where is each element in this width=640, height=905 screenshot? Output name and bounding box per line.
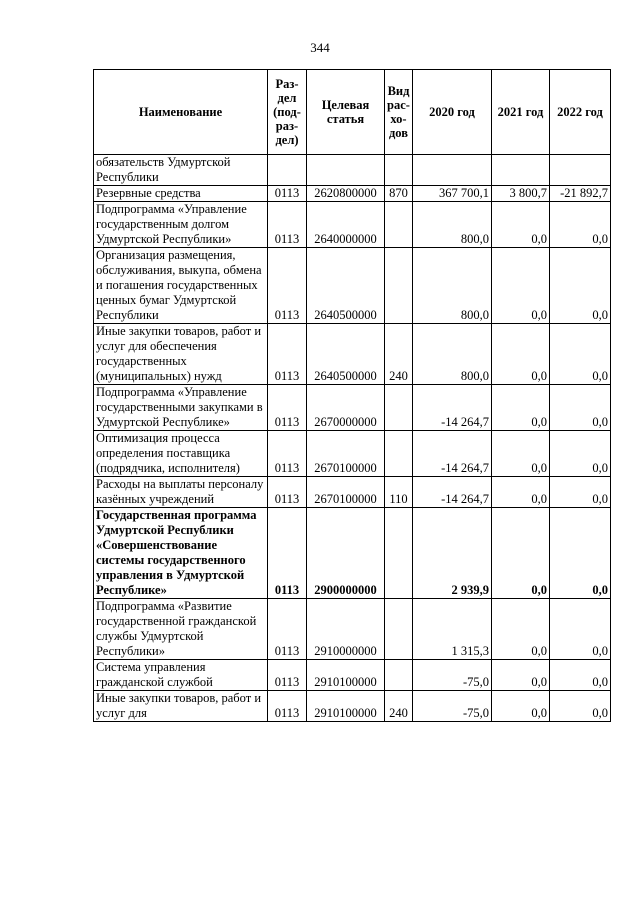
cell-y2020: 1 315,3 — [413, 599, 492, 660]
cell-name: Подпрограмма «Управление государственными закупками в Удмуртской Республике» — [94, 385, 268, 431]
cell-kind — [385, 599, 413, 660]
cell-y2021: 0,0 — [492, 508, 550, 599]
cell-kind — [385, 660, 413, 691]
cell-y2022: 0,0 — [550, 599, 611, 660]
cell-target: 2670000000 — [307, 385, 385, 431]
cell-y2022: 0,0 — [550, 324, 611, 385]
table-row — [94, 202, 611, 248]
cell-y2021: 0,0 — [492, 691, 550, 722]
cell-kind: 110 — [385, 477, 413, 508]
cell-y2021: 0,0 — [492, 202, 550, 248]
cell-y2020 — [413, 155, 492, 186]
budget-table — [93, 69, 611, 722]
cell-target: 2620800000 — [307, 186, 385, 202]
cell-y2021: 0,0 — [492, 248, 550, 324]
cell-section: 0113 — [268, 508, 307, 599]
cell-target: 2670100000 — [307, 431, 385, 477]
cell-target: 2910000000 — [307, 599, 385, 660]
cell-section: 0113 — [268, 248, 307, 324]
table-header-row — [94, 70, 611, 155]
cell-kind — [385, 431, 413, 477]
cell-kind — [385, 202, 413, 248]
cell-y2020: -14 264,7 — [413, 385, 492, 431]
cell-target: 2910100000 — [307, 691, 385, 722]
cell-target: 2640000000 — [307, 202, 385, 248]
cell-y2020: 2 939,9 — [413, 508, 492, 599]
table-row — [94, 691, 611, 722]
cell-y2022: -21 892,7 — [550, 186, 611, 202]
cell-section: 0113 — [268, 202, 307, 248]
cell-y2020: 800,0 — [413, 202, 492, 248]
cell-section: 0113 — [268, 431, 307, 477]
cell-name: Организация размещения, обслуживания, выкупа, обмена и погашения государственных ценных бумаг Удмуртской Республики — [94, 248, 268, 324]
cell-section: 0113 — [268, 599, 307, 660]
cell-kind — [385, 248, 413, 324]
table-row — [94, 599, 611, 660]
cell-y2021: 0,0 — [492, 660, 550, 691]
cell-y2020: 367 700,1 — [413, 186, 492, 202]
table-row — [94, 385, 611, 431]
cell-y2022: 0,0 — [550, 202, 611, 248]
cell-y2022: 0,0 — [550, 691, 611, 722]
cell-y2021: 0,0 — [492, 385, 550, 431]
table-row — [94, 508, 611, 599]
cell-name: Иные закупки товаров, работ и услуг для — [94, 691, 268, 722]
cell-y2022: 0,0 — [550, 508, 611, 599]
column-header-kind: Вид рас-хо-дов — [385, 70, 413, 155]
cell-name: Расходы на выплаты персоналу казённых учреждений — [94, 477, 268, 508]
cell-kind — [385, 508, 413, 599]
cell-target: 2670100000 — [307, 477, 385, 508]
column-header-2021: 2021 год — [492, 70, 550, 155]
cell-target — [307, 155, 385, 186]
cell-target: 2640500000 — [307, 248, 385, 324]
cell-name: Оптимизация процесса определения поставщика (подрядчика, исполнителя) — [94, 431, 268, 477]
cell-target: 2640500000 — [307, 324, 385, 385]
cell-section: 0113 — [268, 691, 307, 722]
cell-y2021: 3 800,7 — [492, 186, 550, 202]
cell-kind: 870 — [385, 186, 413, 202]
cell-y2022: 0,0 — [550, 248, 611, 324]
cell-name: Подпрограмма «Развитие государственной гражданской службы Удмуртской Республики» — [94, 599, 268, 660]
table-row — [94, 477, 611, 508]
cell-target: 2910100000 — [307, 660, 385, 691]
cell-y2021: 0,0 — [492, 599, 550, 660]
cell-kind: 240 — [385, 691, 413, 722]
cell-y2022: 0,0 — [550, 385, 611, 431]
cell-name: Иные закупки товаров, работ и услуг для обеспечения государственных (муниципальных) нужд — [94, 324, 268, 385]
cell-name: Резервные средства — [94, 186, 268, 202]
cell-kind — [385, 155, 413, 186]
cell-section: 0113 — [268, 186, 307, 202]
cell-kind — [385, 385, 413, 431]
table-row — [94, 431, 611, 477]
page-number: 344 — [310, 40, 330, 55]
cell-name: Система управления гражданской службой — [94, 660, 268, 691]
cell-y2020: -14 264,7 — [413, 477, 492, 508]
cell-section: 0113 — [268, 477, 307, 508]
column-header-target: Целевая статья — [307, 70, 385, 155]
cell-y2021: 0,0 — [492, 324, 550, 385]
cell-section: 0113 — [268, 385, 307, 431]
cell-y2021 — [492, 155, 550, 186]
table-row — [94, 660, 611, 691]
table-row — [94, 324, 611, 385]
column-header-2022: 2022 год — [550, 70, 611, 155]
cell-section: 0113 — [268, 660, 307, 691]
cell-section: 0113 — [268, 324, 307, 385]
cell-y2021: 0,0 — [492, 477, 550, 508]
cell-kind: 240 — [385, 324, 413, 385]
column-header-2020: 2020 год — [413, 70, 492, 155]
cell-y2020: -75,0 — [413, 660, 492, 691]
cell-target: 2900000000 — [307, 508, 385, 599]
cell-y2020: 800,0 — [413, 248, 492, 324]
cell-y2021: 0,0 — [492, 431, 550, 477]
table-row — [94, 186, 611, 202]
cell-name: Государственная программа Удмуртской Республики «Совершенствование системы государственного управления в Удмуртской Республике» — [94, 508, 268, 599]
cell-y2022: 0,0 — [550, 477, 611, 508]
cell-y2022 — [550, 155, 611, 186]
table-row — [94, 155, 611, 186]
table-body — [94, 155, 611, 722]
table-row — [94, 248, 611, 324]
cell-y2022: 0,0 — [550, 660, 611, 691]
cell-y2022: 0,0 — [550, 431, 611, 477]
cell-y2020: -14 264,7 — [413, 431, 492, 477]
cell-y2020: -75,0 — [413, 691, 492, 722]
column-header-section: Раз-дел (под-раз-дел) — [268, 70, 307, 155]
column-header-name: Наименование — [94, 70, 268, 155]
cell-name: обязательств Удмуртской Республики — [94, 155, 268, 186]
cell-name: Подпрограмма «Управление государственным долгом Удмуртской Республики» — [94, 202, 268, 248]
cell-section — [268, 155, 307, 186]
cell-y2020: 800,0 — [413, 324, 492, 385]
